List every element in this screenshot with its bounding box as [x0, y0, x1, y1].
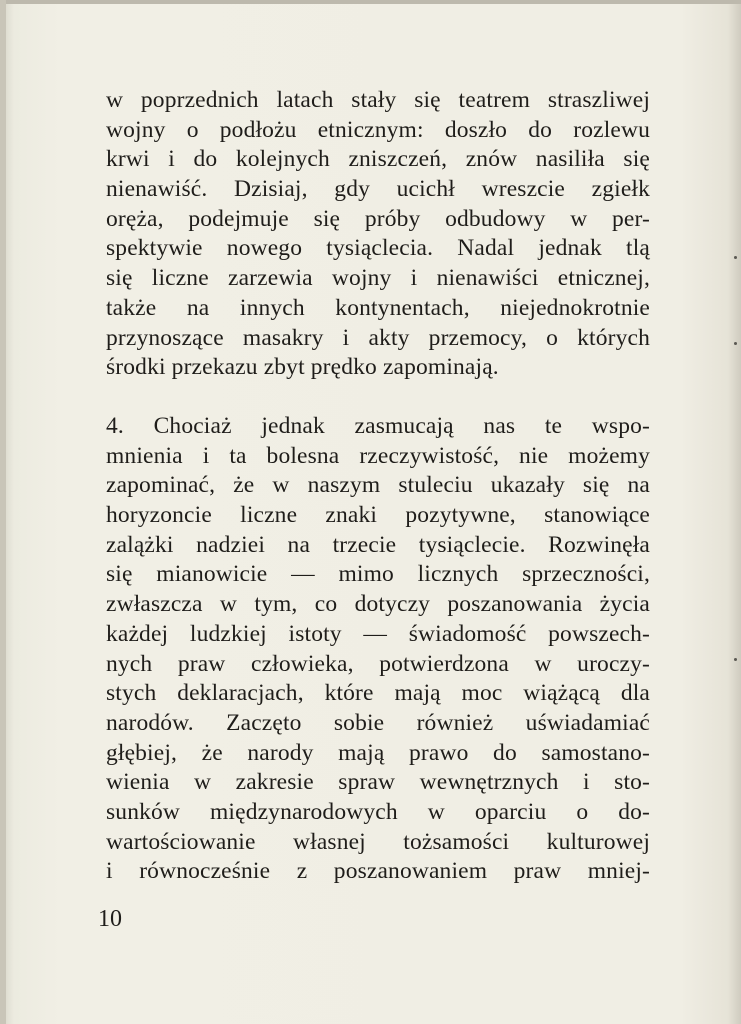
paper-speck — [734, 256, 737, 259]
text-line: się liczne zarzewia wojny i nienawiści etnicznej, — [106, 265, 650, 292]
text-line: głębiej, że narody mają prawo do samostano- — [106, 739, 650, 766]
page-top-edge — [0, 0, 741, 4]
text-line: każdej ludzkiej istoty — świadomość powszech- — [106, 620, 650, 647]
text-line: spektywie nowego tysiąclecia. Nadal jednak tlą — [106, 235, 650, 262]
text-line: w poprzednich latach stały się teatrem straszliwej — [106, 87, 650, 113]
paper-speck — [734, 342, 737, 345]
text-line: zwłaszcza w tym, co dotyczy poszanowania życia — [106, 591, 650, 618]
page-binding-edge — [0, 0, 6, 1024]
text-line: oręża, podejmuje się próby odbudowy w per- — [106, 205, 650, 232]
text-line: mnienia i ta bolesna rzeczywistość, nie możemy — [106, 442, 650, 469]
paragraph-1 — [106, 86, 650, 383]
text-line: zalążki nadziei na trzecie tysiąclecie. Rozwinęła — [106, 531, 650, 558]
text-line: sunków międzynarodowych w oparciu o do- — [106, 798, 650, 825]
text-line: także na innych kontynentach, niejednokrotnie — [106, 294, 650, 321]
paper-speck — [734, 658, 737, 661]
text-line: się mianowicie — mimo licznych sprzeczności, — [106, 561, 650, 588]
text-line: środki przekazu zbyt prędko zapominają. — [106, 354, 499, 381]
paragraph-2 — [106, 412, 650, 887]
text-line: narodów. Zaczęto sobie również uświadamiać — [106, 709, 650, 736]
text-line: wartościowanie własnej tożsamości kulturowej — [106, 828, 650, 855]
page-number: 10 — [98, 906, 122, 932]
text-line: nych praw człowieka, potwierdzona w uroczy- — [106, 650, 650, 677]
text-line: stych deklaracjach, które mają moc wiążącą dla — [106, 680, 650, 707]
text-line: wojny o podłożu etnicznym: doszło do rozlewu — [106, 116, 650, 143]
text-line: przynoszące masakry i akty przemocy, o których — [106, 324, 650, 351]
text-line: i równocześnie z poszanowaniem praw mniej- — [106, 858, 650, 885]
text-line: nienawiść. Dzisiaj, gdy ucichł wreszcie zgiełk — [106, 176, 650, 203]
text-line: wienia w zakresie spraw wewnętrznych i sto- — [106, 769, 650, 796]
text-line: krwi i do kolejnych zniszczeń, znów nasiliła się — [106, 146, 650, 173]
text-line: zapominać, że w naszym stuleciu ukazały się na — [106, 472, 650, 499]
text-line: 4. Chociaż jednak zasmucają nas te wspo- — [106, 413, 650, 439]
text-line: horyzoncie liczne znaki pozytywne, stanowiące — [106, 502, 650, 529]
